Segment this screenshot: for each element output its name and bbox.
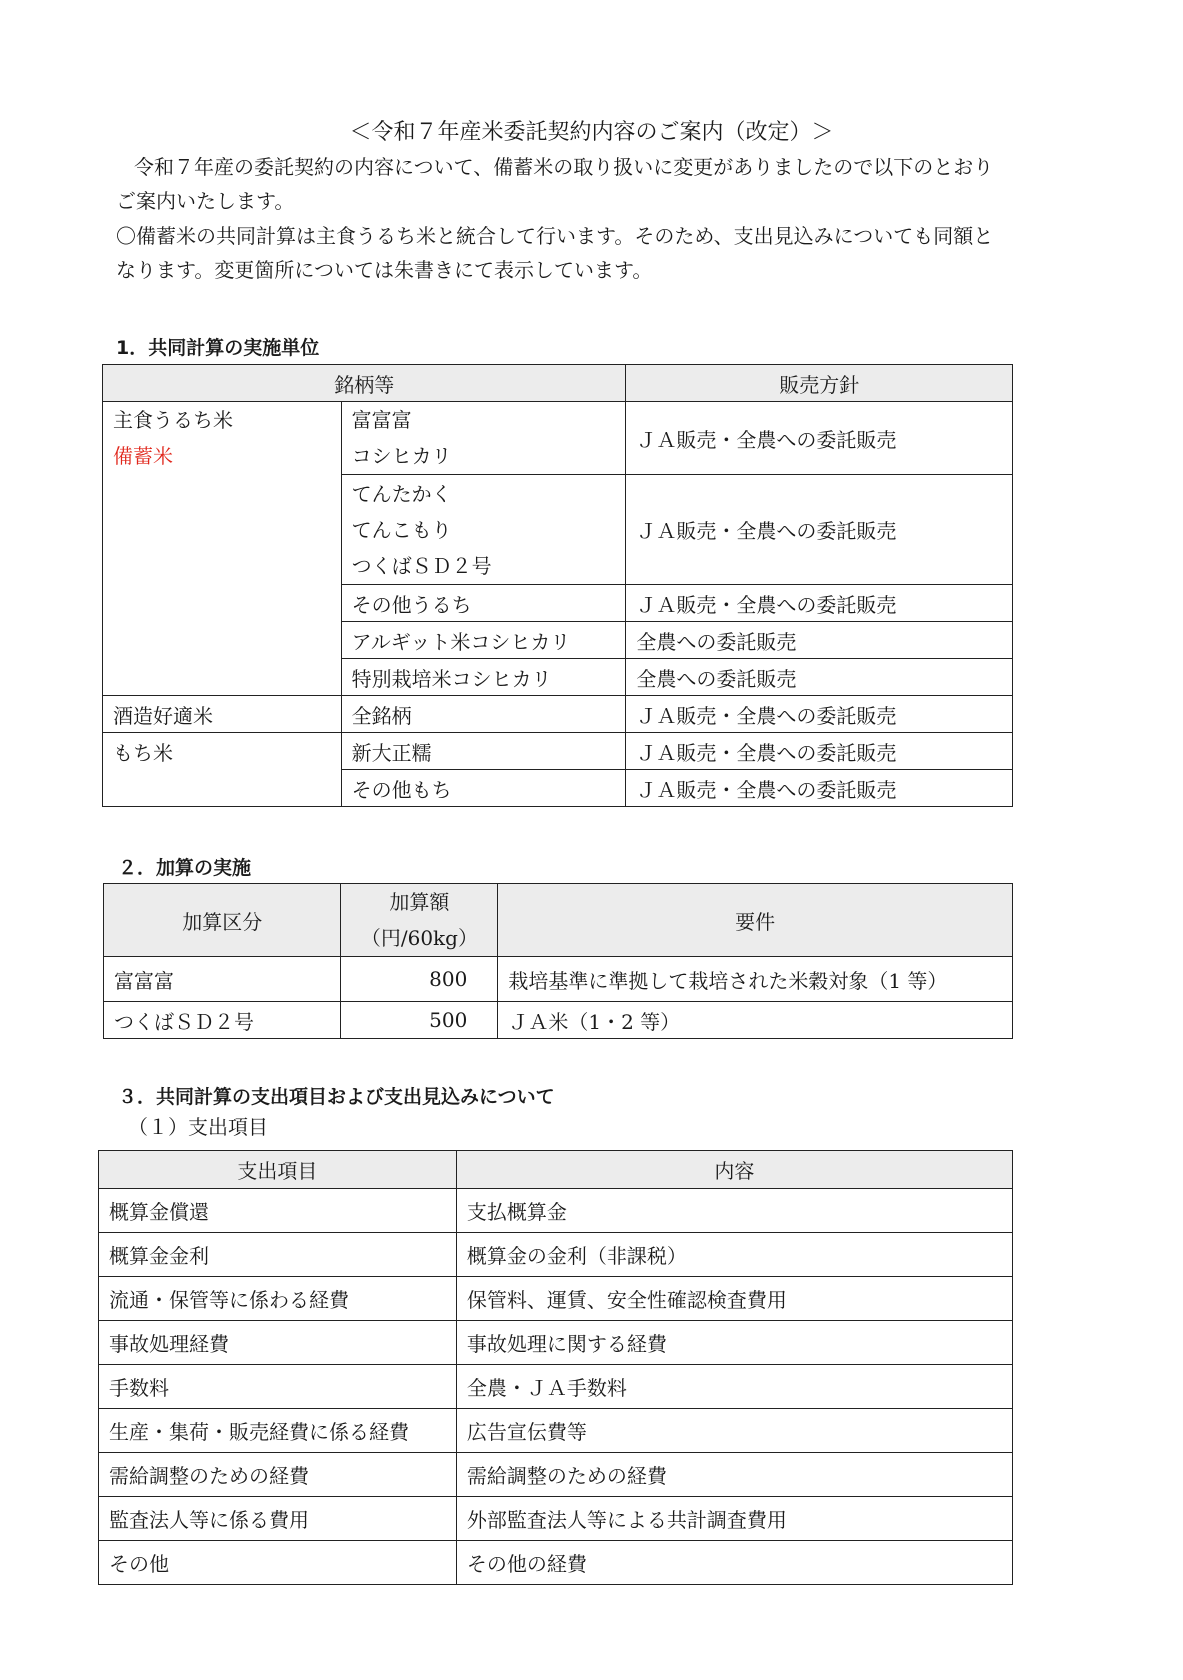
policy-cell: ＪＡ販売・全農への委託販売 (626, 696, 1013, 733)
expense-item: 概算金償還 (99, 1189, 457, 1233)
policy-cell: ＪＡ販売・全農への委託販売 (626, 770, 1013, 807)
unit-header-brand: 銘柄等 (103, 365, 626, 402)
expense-content: 全農・ＪＡ手数料 (456, 1365, 1012, 1409)
expense-item: 事故処理経費 (99, 1321, 457, 1365)
section2-heading: ２．加算の実施 (118, 857, 252, 879)
group-main-label: 主食うるち米 (113, 408, 233, 432)
bonus-amount: 500 (341, 1002, 498, 1039)
page-title: ＜令和７年産米委託契約内容のご案内（改定）＞ (349, 120, 834, 145)
group-mochi-rice: もち米 (103, 733, 342, 807)
group-main-label-red: 備蓄米 (113, 444, 173, 468)
brand-name: コシヒカリ (351, 444, 452, 468)
bonus-amount: 800 (341, 957, 498, 1002)
policy-cell: 全農への委託販売 (626, 622, 1013, 659)
brand-cell (341, 475, 626, 585)
policy-cell: ＪＡ販売・全農への委託販売 (626, 733, 1013, 770)
bonus-header-category: 加算区分 (104, 884, 341, 957)
brand-cell: 新大正糯 (341, 733, 626, 770)
expense-header-item: 支出項目 (99, 1151, 457, 1189)
group-sake-rice: 酒造好適米 (103, 696, 342, 733)
brand-cell (341, 402, 626, 475)
brand-name: てんこもり (351, 517, 452, 542)
expense-item: 需給調整のための経費 (99, 1453, 457, 1497)
group-main-rice (103, 402, 342, 696)
policy-cell: ＪＡ販売・全農への委託販売 (626, 402, 1013, 475)
expense-item: 概算金金利 (99, 1233, 457, 1277)
policy-cell: ＪＡ販売・全農への委託販売 (626, 475, 1013, 585)
section1-heading: 1．共同計算の実施単位 (116, 337, 320, 359)
expense-content: 広告宣伝費等 (456, 1409, 1012, 1453)
bonus-category: つくばＳＤ２号 (104, 1002, 341, 1039)
bonus-header-amount-line2: （円/60kg） (360, 926, 478, 950)
intro-line-3: 〇備蓄米の共同計算は主食うるち米と統合して行います。そのため、支出見込みについても同額と (116, 224, 994, 248)
brand-name: 富富富 (351, 408, 412, 432)
bonus-category: 富富富 (104, 957, 341, 1002)
bonus-requirement: 栽培基準に準拠して栽培された米穀対象（1 等） (498, 957, 1013, 1002)
expense-content: 概算金の金利（非課税） (456, 1233, 1012, 1277)
brand-cell: その他うるち (341, 585, 626, 622)
bonus-header-requirement: 要件 (498, 884, 1013, 957)
expense-item: 手数料 (99, 1365, 457, 1409)
bonus-header-amount (341, 884, 498, 957)
brand-cell: その他もち (341, 770, 626, 807)
brand-name: つくばＳＤ２号 (351, 553, 492, 578)
section3-subheading: （１）支出項目 (128, 1115, 268, 1139)
section3-heading: ３．共同計算の支出項目および支出見込みについて (118, 1086, 555, 1108)
expense-content: 外部監査法人等による共計調査費用 (456, 1497, 1012, 1541)
expense-header-content: 内容 (456, 1151, 1012, 1189)
intro-line-1: 令和７年産の委託契約の内容について、備蓄米の取り扱いに変更がありましたので以下のとおり (134, 155, 994, 179)
brand-cell: 特別栽培米コシヒカリ (341, 659, 626, 696)
brand-cell: アルギット米コシヒカリ (341, 622, 626, 659)
policy-cell: 全農への委託販売 (626, 659, 1013, 696)
intro-line-2: ご案内いたします。 (116, 189, 295, 213)
expense-item: 生産・集荷・販売経費に係る経費 (99, 1409, 457, 1453)
expense-table (98, 1150, 1013, 1585)
expense-content: その他の経費 (456, 1541, 1012, 1585)
intro-line-4: なります。変更箇所については朱書きにて表示しています。 (116, 258, 653, 282)
policy-cell: ＪＡ販売・全農への委託販売 (626, 585, 1013, 622)
expense-content: 保管料、運賃、安全性確認検査費用 (456, 1277, 1012, 1321)
expense-item: 流通・保管等に係わる経費 (99, 1277, 457, 1321)
expense-content: 需給調整のための経費 (456, 1453, 1012, 1497)
bonus-requirement: ＪＡ米（1・2 等） (498, 1002, 1013, 1039)
unit-header-policy: 販売方針 (626, 365, 1013, 402)
expense-content: 支払概算金 (456, 1189, 1012, 1233)
bonus-header-amount-line1: 加算額 (389, 890, 450, 914)
bonus-table (103, 883, 1013, 1039)
unit-table (102, 364, 1013, 807)
brand-cell: 全銘柄 (341, 696, 626, 733)
expense-item: その他 (99, 1541, 457, 1585)
brand-name: てんたかく (351, 481, 452, 506)
expense-content: 事故処理に関する経費 (456, 1321, 1012, 1365)
expense-item: 監査法人等に係る費用 (99, 1497, 457, 1541)
